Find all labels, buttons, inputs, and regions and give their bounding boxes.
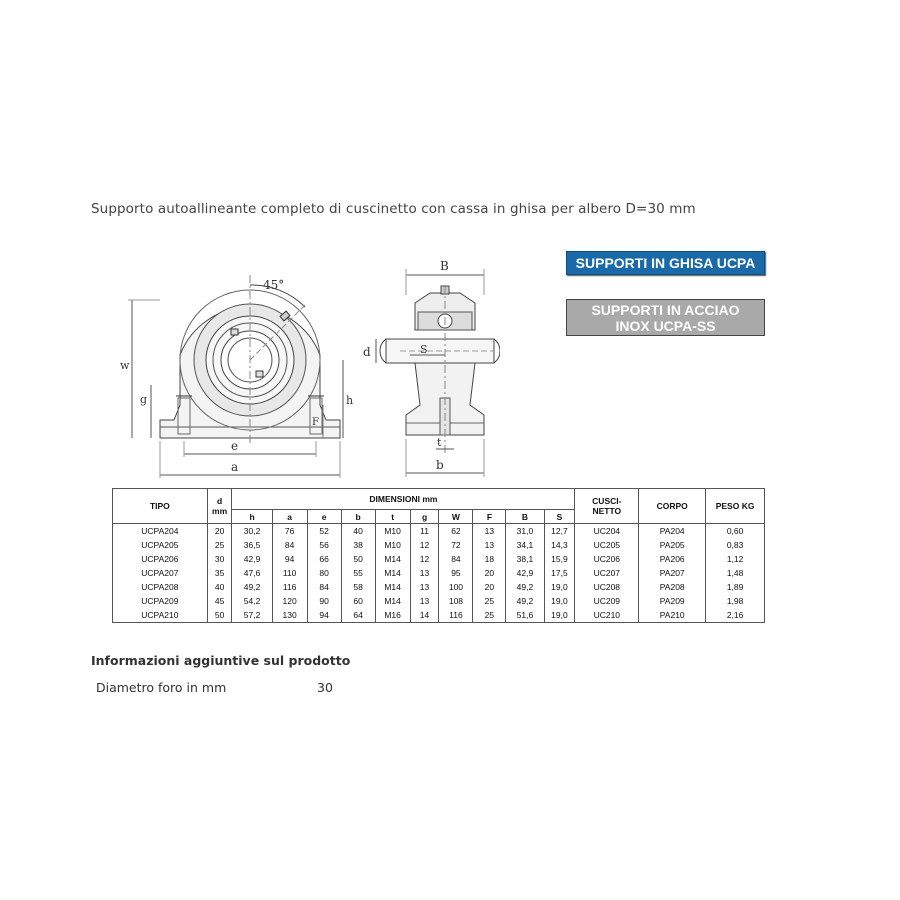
table-cell: UC209 (575, 594, 639, 608)
table-cell: 100 (439, 580, 473, 594)
table-cell: M14 (375, 580, 410, 594)
table-cell: 66 (307, 552, 341, 566)
table-cell: 45 (207, 594, 232, 608)
front-view (120, 275, 353, 478)
table-cell: 13 (473, 524, 506, 539)
table-cell: 116 (439, 608, 473, 623)
label-F: F (312, 417, 319, 428)
dim-col-h: h (232, 510, 272, 524)
table-cell: UCPA205 (141, 540, 179, 550)
table-cell: 34,1 (506, 538, 544, 552)
table-cell: 38,1 (506, 552, 544, 566)
stainless-supports-button[interactable] (566, 299, 765, 336)
table-cell: UCPA208 (141, 582, 179, 592)
table-cell: 62 (439, 524, 473, 539)
table-cell: 57,2 (232, 608, 272, 623)
col-bearing: CUSCI- NETTO (575, 489, 639, 524)
table-cell: 50 (341, 552, 375, 566)
table-cell: 30 (207, 552, 232, 566)
label-t: t (437, 436, 442, 449)
dim-col-g: g (410, 510, 439, 524)
table-cell: 42,9 (506, 566, 544, 580)
stainless-supports-label-line2: INOX UCPA-SS (615, 317, 716, 334)
label-d: d (363, 345, 371, 359)
table-cell: M14 (375, 594, 410, 608)
dim-col-s: S (544, 510, 575, 524)
table-cell: 49,2 (232, 580, 272, 594)
table-cell: 56 (307, 538, 341, 552)
table-cell: 58 (341, 580, 375, 594)
table-row (113, 580, 765, 594)
table-cell: 12 (410, 552, 439, 566)
col-dimensions: DIMENSIONI mm (232, 489, 575, 510)
table-cell: 47,6 (232, 566, 272, 580)
cast-iron-supports-button[interactable] (566, 251, 765, 275)
table-cell: UCPA204 (141, 526, 179, 536)
table-cell: PA204 (639, 524, 706, 539)
table-cell: UC208 (575, 580, 639, 594)
additional-info-title: Informazioni aggiuntive sul prodotto (91, 653, 351, 668)
table-cell: 17,5 (544, 566, 575, 580)
table-cell: UCPA210 (141, 610, 179, 620)
hole-diameter-value: 30 (317, 680, 333, 695)
col-tipo: TIPO (113, 489, 208, 524)
stainless-supports-label-line1: SUPPORTI IN ACCIAO (591, 301, 740, 318)
table-cell: 84 (307, 580, 341, 594)
cast-iron-supports-label: SUPPORTI IN GHISA UCPA (575, 255, 756, 271)
col-d: d mm (207, 489, 232, 524)
table-row (113, 552, 765, 566)
table-cell: 20 (473, 566, 506, 580)
table-cell: 30,2 (232, 524, 272, 539)
table-cell: 52 (307, 524, 341, 539)
dim-col-e: e (307, 510, 341, 524)
table-cell: M14 (375, 566, 410, 580)
table-cell: 35 (207, 566, 232, 580)
table-cell: 13 (410, 580, 439, 594)
dim-col-f: F (473, 510, 506, 524)
table-cell: 116 (272, 580, 307, 594)
table-cell: 84 (272, 538, 307, 552)
label-angle: 45° (263, 278, 285, 292)
table-cell: M16 (375, 608, 410, 623)
table-cell: 25 (473, 608, 506, 623)
table-cell: 12 (410, 538, 439, 552)
table-row (113, 608, 765, 623)
table-row (113, 594, 765, 608)
table-cell: 49,2 (506, 594, 544, 608)
table-cell: 94 (307, 608, 341, 623)
table-cell: 94 (272, 552, 307, 566)
label-B: B (440, 259, 449, 273)
table-cell: 14 (410, 608, 439, 623)
table-cell: M14 (375, 552, 410, 566)
table-cell: 80 (307, 566, 341, 580)
table-cell: 11 (410, 524, 439, 539)
table-cell: 108 (439, 594, 473, 608)
dim-col-b: B (506, 510, 544, 524)
table-cell: 19,0 (544, 594, 575, 608)
table-cell: UCPA209 (141, 596, 179, 606)
label-g: g (140, 393, 148, 406)
table-cell: 130 (272, 608, 307, 623)
table-cell: PA205 (639, 538, 706, 552)
table-cell: 90 (307, 594, 341, 608)
table-cell: 19,0 (544, 580, 575, 594)
table-cell: 60 (341, 594, 375, 608)
table-cell: UC207 (575, 566, 639, 580)
table-cell: 54,2 (232, 594, 272, 608)
table-cell: 31,0 (506, 524, 544, 539)
table-row (113, 524, 765, 539)
table-cell: 0,60 (706, 524, 765, 539)
table-cell: 64 (341, 608, 375, 623)
table-cell: M10 (375, 538, 410, 552)
table-cell: UCPA207 (141, 568, 179, 578)
table-cell: PA209 (639, 594, 706, 608)
hole-diameter-label: Diametro foro in mm (96, 680, 227, 695)
side-view (363, 259, 500, 477)
table-cell: UC204 (575, 524, 639, 539)
dim-col-w: W (439, 510, 473, 524)
table-cell: 40 (341, 524, 375, 539)
label-a: a (231, 460, 239, 474)
table-cell: PA210 (639, 608, 706, 623)
table-cell: 13 (410, 566, 439, 580)
label-e: e (231, 439, 239, 453)
table-cell: UC210 (575, 608, 639, 623)
table-row (113, 566, 765, 580)
table-cell: 76 (272, 524, 307, 539)
table-cell: PA208 (639, 580, 706, 594)
dimensions-table (112, 488, 765, 623)
table-cell: 1,98 (706, 594, 765, 608)
table-cell: 36,5 (232, 538, 272, 552)
label-w: w (120, 359, 130, 372)
table-cell: 1,48 (706, 566, 765, 580)
table-cell: 120 (272, 594, 307, 608)
table-cell: 12,7 (544, 524, 575, 539)
product-description: Supporto autoallineante completo di cuscinetto con cassa in ghisa per albero D=30 mm (91, 201, 696, 217)
table-cell: 25 (207, 538, 232, 552)
table-cell: 72 (439, 538, 473, 552)
table-cell: 19,0 (544, 608, 575, 623)
table-cell: PA206 (639, 552, 706, 566)
table-cell: 1,89 (706, 580, 765, 594)
table-row (113, 538, 765, 552)
label-h: h (346, 394, 354, 407)
table-cell: 15,9 (544, 552, 575, 566)
dim-col-a: a (272, 510, 307, 524)
table-cell: UCPA206 (141, 554, 179, 564)
label-S: S (420, 343, 428, 356)
table-cell: M10 (375, 524, 410, 539)
table-cell: 20 (207, 524, 232, 539)
table-cell: UC206 (575, 552, 639, 566)
table-cell: 49,2 (506, 580, 544, 594)
table-cell: 20 (473, 580, 506, 594)
table-cell: 95 (439, 566, 473, 580)
table-cell: 42,9 (232, 552, 272, 566)
table-cell: PA207 (639, 566, 706, 580)
label-b: b (436, 458, 444, 472)
table-cell: 38 (341, 538, 375, 552)
table-cell: 13 (473, 538, 506, 552)
dim-col-t: t (375, 510, 410, 524)
table-cell: 40 (207, 580, 232, 594)
table-cell: 55 (341, 566, 375, 580)
table-cell: 2,16 (706, 608, 765, 623)
col-weight: PESO KG (706, 489, 765, 524)
table-cell: 50 (207, 608, 232, 623)
table-cell: 51,6 (506, 608, 544, 623)
table-cell: 18 (473, 552, 506, 566)
table-cell: UC205 (575, 538, 639, 552)
table-cell: 13 (410, 594, 439, 608)
technical-drawing (100, 255, 500, 485)
dim-col-b: b (341, 510, 375, 524)
table-cell: 110 (272, 566, 307, 580)
table-cell: 14,3 (544, 538, 575, 552)
table-cell: 0,83 (706, 538, 765, 552)
table-cell: 25 (473, 594, 506, 608)
table-cell: 84 (439, 552, 473, 566)
col-body: CORPO (639, 489, 706, 524)
table-cell: 1,12 (706, 552, 765, 566)
